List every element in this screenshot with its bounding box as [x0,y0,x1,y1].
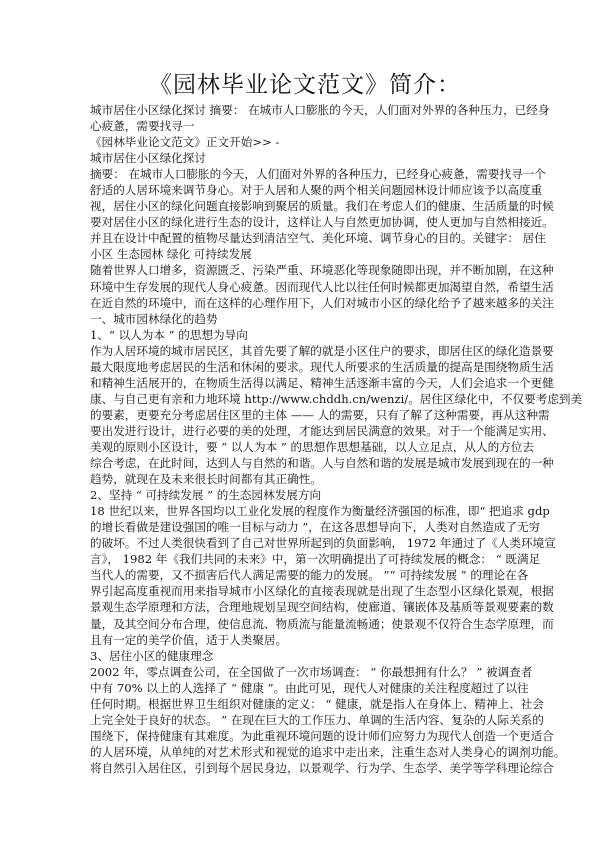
text-line: 舒适的人居环境来调节身心。对于人居和人聚的两个相关问题园林设计师应该予以高度重 [90,183,543,198]
text-line: 一、城市园林绿化的趋势 [90,311,218,326]
text-line: 《园林毕业论文范文》正文开始>> - [90,135,280,150]
text-line: 摘要： 在城市人口膨胀的今天，人们面对外界的各种压力，已经身心疲惫，需要找寻一个 [90,167,546,182]
text-line: 的破坏。不过人类很快看到了自己对世界所起到的负面影响， 1972 年通过了《人类环境宣 [90,536,556,551]
text-line: 界引起高度重视而用来指导城市小区绿化的直接表现就是出现了生态型小区绿化景观，根据 [90,584,554,599]
text-line: 的要素，更要充分考虑居住区里的主体 —— 人的需要，只有了解了这种需要，再从这种需 [90,407,550,422]
text-line: 心疲惫，需要找寻一 [90,119,195,134]
text-line: 1、“ 以人为本 ” 的思想为导向 [90,327,248,342]
text-line: 作为人居环境的城市居民区，其首先要了解的就是小区住户的要求，即居住区的绿化造景要 [90,343,554,358]
text-line: 的人居环境，从单纯的对艺术形式和视觉的追求中走出来，注重生态对人类身心的调剂功能。 [90,744,566,759]
text-line: 2002 年，零点调查公司，在全国做了一次市场调查： “ 你最想拥有什么？ ” 被调查者 [90,664,533,679]
text-line: 视，居住小区的绿化问题直接影响到聚居的质量。我们在考虑人们的健康、生活质量的时候 [90,199,554,214]
text-line: 中有 70% 以上的人选择了 “ 健康 ”。由此可见，现代人对健康的关注程度超过了以往 [90,680,529,695]
text-line: 趋势，就现在及未来很长时间都有其正确性。 [90,472,322,487]
text-line: 最大限度地考虑居民的生活和休闲的要求。现代人所要求的生活质量的提高是围绕物质生活 [90,359,554,374]
text-line: 综合考虑，在此时间，达到人与自然的和谐。人与自然和谐的发展是城市发展到现在的一种 [90,456,554,471]
page-title: 《园林毕业论文范文》简介： [149,72,461,98]
text-line: 环境中生存发展的现代人身心疲惫。因而现代人比以往任何时候都更加渴望自然，希望生活 [90,279,554,294]
text-line: 将自然引入居住区，引到每个居民身边，以景观学、行为学、生态学、美学等学科理论综合 [90,760,554,775]
text-line: 2、坚持 “ 可持续发展 ” 的生态园林发展方向 [90,488,322,503]
text-line: 随着世界人口增多，资源匮乏、污染严重、环境恶化等现象随即出现，并不断加剧，在这种 [90,263,554,278]
text-line: 在近自然的环境中，而在这样的心理作用下，人们对城市小区的绿化给予了越来越多的关注 [90,295,554,310]
text-line: 并且在设计中配置的植物尽量达到清洁空气、美化环境、调节身心的目的。关键字： 居住 [90,231,546,246]
text-line: 3、居住小区的健康理念 [90,648,214,663]
text-line: 的增长看做是建设强国的唯一目标与动力 ”，在这各思想导向下，人类对自然造成了无穷 [90,520,541,535]
text-line: 18 世纪以来，世界各国均以工业化发展的程度作为衡量经济强国的标准，即“ 把追求 gdp [90,504,550,519]
text-line: 且有一定的美学价值，适于人类聚居。 [90,632,288,647]
text-line: 美观的原则小区设计，要 “ 以人为本 ” 的思想作思想基础，以人立足点，从人的方位去 [90,439,534,454]
document-page [90,70,583,776]
text-line: 景观生态学原理和方法，合理地规划呈现空间结构，使廊道、镶嵌体及基质等景观要素的数 [90,600,554,615]
text-line: 康、与自己更有亲和力地环境 http://www.chddh.cn/wenzi/。居住区绿化中，不仅要考虑到美 [90,391,583,406]
text-line: 围绕下，保持健康有其难度。为此重视环境问题的设计师们应努力为现代人创造一个更适合 [90,728,554,743]
body-text [90,102,583,776]
text-line: 言》， 1982 年《我们共同的未来》中，第一次明确提出了可持续发展的概念： “ 既满足 [90,552,541,567]
text-line: 城市居住小区绿化探讨 [90,151,206,166]
text-line: 当代人的需要，又不损害后代人满足需要的能力的发展。 ”“ 可持续发展 ” 的理论在各 [90,568,529,583]
text-line: 上完全处于良好的状态。 ” 在现在巨大的工作压力、单调的生活内容、复杂的人际关系的 [90,712,544,727]
text-line: 和精神生活展开的，在物质生活得以满足、精神生活逐渐丰富的今天，人们会追求一个更健 [90,375,554,390]
text-line: 要出发进行设计，进行必要的美的处理，才能达到居民满意的效果。对于一个能满足实用、 [90,423,554,438]
text-line: 量，及其空间分布合理，使信息流、物质流与能量流畅通；使景观不仅符合生态学原理，而 [90,616,554,631]
text-line: 要对居住小区的绿化进行生态的设计，这样让人与自然更加协调，使人更加与自然相接近。 [90,215,554,230]
text-line: 城市居住小区绿化探讨 摘要： 在城市人口膨胀的今天，人们面对外界的各种压力，已经身 [90,103,550,117]
text-line: 任何时期。根据世界卫生组织对健康的定义： “ 健康，就是指人在身体上、精神上、社会 [90,696,544,711]
text-line: 小区 生态园林 绿化 可持续发展 [90,247,252,262]
